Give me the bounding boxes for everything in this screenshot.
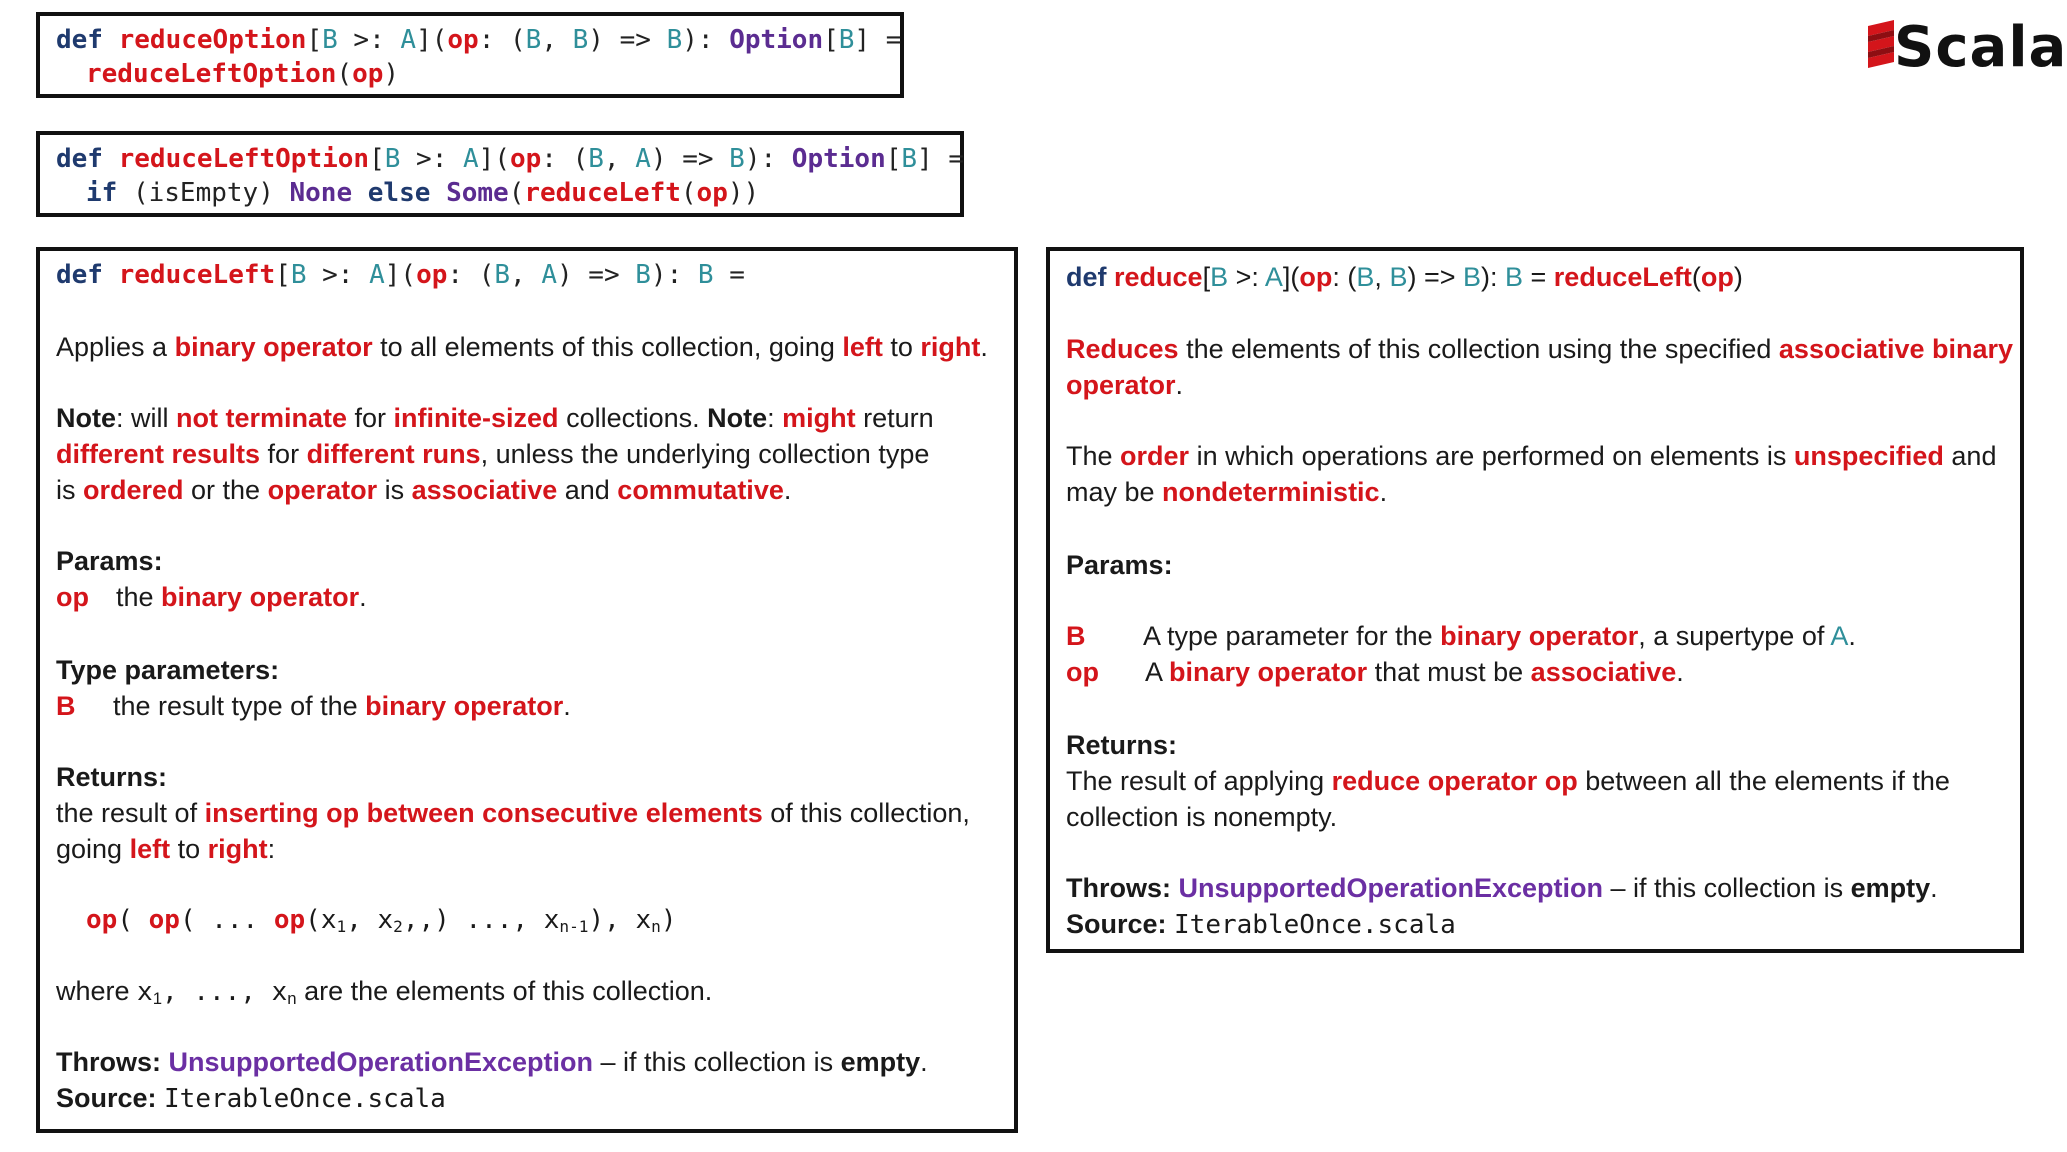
type-param-b: B the result type of the binary operator. — [56, 691, 571, 721]
reduce-doc-box — [1046, 247, 2024, 953]
reduce-source-line: Source: IterableOnce.scala — [1066, 909, 1456, 940]
reduce-param-op: op A binary operator that must be associative. — [1066, 657, 1684, 687]
method-name: reduceOption — [118, 25, 307, 55]
reduce-left-option-signature: def reduceLeftOption[B >: A](op: (B, A) => B): Option[B] = — [56, 144, 964, 174]
params-heading: Params: — [56, 546, 163, 576]
reduce-returns-line-1: The result of applying reduce operator op between all the elements if the — [1066, 766, 1950, 796]
reduce-returns-heading: Returns: — [1066, 730, 1178, 760]
throws-line: Throws: UnsupportedOperationException – if this collection is empty. — [56, 1047, 928, 1077]
reduce-param-b: B A type parameter for the binary operator, a supertype of A. — [1066, 621, 1856, 651]
returns-line-2: going left to right: — [56, 834, 276, 864]
reduce-description-line-1: Reduces the elements of this collection using the specified associative binary — [1066, 334, 2014, 364]
reduce-left-note-line-1: Note: will not terminate for infinite-sized collections. Note: might return — [56, 403, 934, 433]
returns-line-1: the result of inserting op between consecutive elements of this collection, — [56, 798, 970, 828]
reduce-option-signature: def reduceOption[B >: A](op: (B, B) => B): Option[B] = — [56, 25, 902, 55]
reduce-option-body: reduceLeftOption(op) — [86, 59, 400, 89]
type-params-heading: Type parameters: — [56, 655, 280, 685]
reduce-left-note-line-2: different results for different runs, unless the underlying collection type — [56, 439, 930, 469]
reduce-left-note-line-3: is ordered or the operator is associative and commutative. — [56, 475, 792, 505]
reduce-left-option-box — [36, 131, 964, 217]
where-line: where $x_1$, ..., $x_n$ are the elements of this collection. — [56, 976, 713, 1009]
reduce-order-line-2: may be nondeterministic. — [1066, 477, 1388, 507]
reduce-description-line-2: operator. — [1066, 370, 1184, 400]
reduce-left-description: Applies a binary operator to all elements of this collection, going left to right. — [56, 332, 988, 362]
returns-heading: Returns: — [56, 762, 168, 792]
reduce-throws-line: Throws: UnsupportedOperationException – if this collection is empty. — [1066, 873, 1938, 903]
reduce-order-line-1: The order in which operations are performed on elements is unspecified and — [1066, 441, 1997, 471]
reduce-params-heading: Params: — [1066, 550, 1173, 580]
reduce-left-signature: def reduceLeft[B >: A](op: (B, A) => B): B = — [56, 260, 745, 290]
fold-formula: op( op( ... $op(x_1$, $x_2$,,) ..., $x_{n-1}$), $x_n$) — [86, 905, 677, 937]
keyword-def: def — [56, 25, 103, 55]
reduce-left-option-body: if (isEmpty) None else Some(reduceLeft(op)) — [86, 178, 760, 208]
param-op: op the binary operator. — [56, 582, 367, 612]
scala-logo-text: Scala — [1894, 15, 2067, 80]
reduce-left-doc-box — [36, 247, 1018, 1133]
reduce-option-box — [36, 12, 904, 98]
source-line: Source: IterableOnce.scala — [56, 1083, 446, 1114]
reduce-returns-line-2: collection is nonempty. — [1066, 802, 1338, 832]
reduce-signature: def reduce[B >: A](op: (B, B) => B): B = reduceLeft(op) — [1066, 262, 1743, 292]
